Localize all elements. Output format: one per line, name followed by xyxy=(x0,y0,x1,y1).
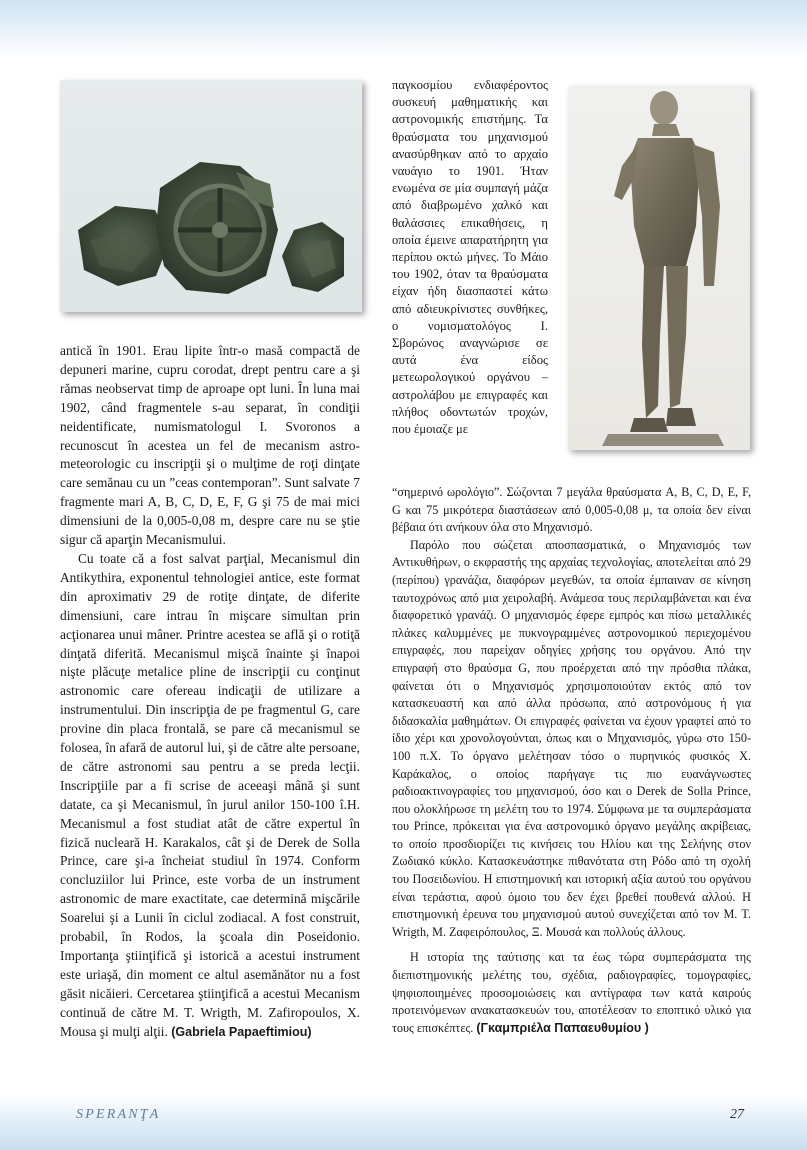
greek-narrow-paragraph: παγκοσμίου ενδιαφέροντος συσκευή μαθηματικής και αστρονομικής επιστήμης. Τα θραύσματα του μηχανισμού ανασύρθηκαν από το αρχαίο ναυάγιο το 1901. Ήταν ενωμένα σε μία συμπαγή μάζα από διαβρωμένο χαλκό και θαλάσσιες επικαθήσεις, η οποία έμεινε απαρατήρητη για περίπου οκτώ μήνες. Το Μάιο του 1902, όταν τα θραύσματα είχαν ήδη διασπαστεί κάτω από αδιευκρίνιστες συνθήκες, ο νομισματολόγος Ι. Σβορώνος αναγνώρισε σε αυτά ένα είδος μετεωρολογικού οργάνου –αστρολάβου με επιγραφές και πλήθος οδοντωτών τροχών, που έμοιαζε με xyxy=(392,78,548,437)
romanian-paragraph-2 xyxy=(60,550,360,1042)
greek-narrow-column xyxy=(392,77,548,438)
greek-paragraph-1: “σημερινό ωρολόγιο”. Σώζονται 7 μεγάλα θραύσματα A, B, C, D, E, F, G και 75 μικρότερα διαστάσεων από 0,005-0,08 μ, τα οποία δεν είναι βέβαια ότι ανήκουν όλα στο Μηχανισμό. xyxy=(392,485,751,535)
page-number: 27 xyxy=(730,1107,744,1122)
footer-band xyxy=(0,1096,807,1150)
greek-paragraph-3-text: Η ιστορία της ταύτισης και τα έως τώρα συμπεράσματα της διεπιστημονικής μελέτης του, σχέδια, ραδιογραφίες, τομογραφίες, ψηφιοποιημένες προσομοιώσεις και αντίγραφα των κατά καιρούς προτεινόμενων ανακατασκευών του, αποτέλεσαν το εποπτικό υλικό για τους επισκέπτες. xyxy=(392,950,751,1035)
greek-author-signature: (Γκαμπριέλα Παπαευθυμίου ) xyxy=(476,1020,649,1035)
mechanism-fragments-illustration xyxy=(60,80,362,312)
header-band xyxy=(0,0,807,58)
greek-paragraph-3 xyxy=(392,949,751,1037)
greek-article-column xyxy=(392,484,751,1037)
romanian-article-column xyxy=(60,342,360,1042)
bronze-statue-photo xyxy=(568,86,750,450)
statue-illustration xyxy=(568,86,750,450)
greek-paragraph-2: Παρόλο που σώζεται αποσπασματικά, ο Μηχανισμός των Αντικυθήρων, ο εκφραστής της αρχαίας τεχνολογίας, αποτελείται από 29 (περίπου) γρανάζια, διαφόρων μεγεθών, τα οποία έμπαιναν σε κίνηση ταυτοχρόνως από μια χειρολαβή. Ανάμεσα τους περιλαμβάνεται και ένα διαφορετικό γρανάζι. Ο μηχανισμός έφερε εμπρός και πίσω μεταλλικές πλάκες καλυμμένες με πυκνογραμμένες αστρονομικού περιεχομένου επιγραφές, που παρείχαν οδηγίες χρήσης του οργάνου. Από την επιγραφή στο θραύσμα G, που προέρχεται από την πρόσθια πλάκα, φαίνεται ότι ο Μηχανισμός χρησιμοποιούταν εκτός από τον κατασκευαστή και από άλλα πρόσωπα, από αστρονόμους ή για διδασκαλία μαθημάτων. Οι επιγραφές φαίνεται να έχουν γραφτεί από το ίδιο χέρι και χρονολογούνται, όπως και ο Μηχανισμός, γύρω στο 150-100 π.Χ. Το όργανο μελέτησαν τόσο ο πυρηνικός φυσικός Χ. Καράκαλος, ο οποίος παρήγαγε τις πιο ευανάγνωστες ραδιοακτινογραφίες του μηχανισμού, όσο και ο Derek de Solla Prince, που ολοκλήρωσε τη μελέτη του το 1974. Σύμφωνα με τα συμπεράσματα του Prince, πρόκειται για ένα αστρονομικό όργανο μεγάλης ακρίβειας, το οποίο προσδιορίζει τις κινήσεις του Ηλίου και της Σελήνης στον Ζωδιακό κύκλο. Κατασκευάστηκε πιθανότατα στη Ρόδο από τη σχολή του Ποσειδωνίου. Η επιστημονική και ιστορική αξία αυτού του οργάνου είναι τεράστια, αφού όμοιο του δεν έχει βρεθεί πουθενά αλλού. Η επιστημονική έρευνα του μηχανισμού αυτού συνεχίζεται από τον M. T. Wrigth, Μ. Ζαφειρόπουλος, Ξ. Μουσά και πολλούς άλλους. xyxy=(392,537,751,939)
romanian-author-signature: (Gabriela Papaeftimiou) xyxy=(171,1024,312,1039)
romanian-paragraph-2-text: Cu toate că a fost salvat parţial, Mecanismul din Antikythira, exponentul tehnologiei antice, este format din aproximativ 29 de rotiţe dinţate, de diferite dimensiuni, care intrau în mişcare simultan prin acţionarea unui mâner. Printre acestea se află şi o rotiţă dinţată diferită. Mecanismul mişcă înainte şi înapoi nişte plăcuţe metalice pline de inscripţii cu conţinut astronomic care ofereau indicaţii de utilizare a instrumentului. Din inscripţia de pe fragmentul G, care provine din placa frontală, se pare că mecanismul se folosea, în afară de autorul lui, şi de către alte persoane, de către astronomi sau pentru a se preda lecţii. Inscripţiile par a fi scrise de aceeaşi mână şi sunt datate, ca şi Mecanismul, în jurul anilor 150-100 î.H. Mecanismul a fost studiat atât de către expertul în fizică nucleară H. Karakalos, cât şi de Derek de Solla Prince, care şi-a încheiat studiul în 1974. Conform concluziilor lui Prince, este vorba de un instrument astronomic de mare exactitate, cae determină mişcările Soarelui şi a Lunii în ciclul zodiacal. A fost construit, probabil, în Rodos, la şcoala din Poseidonio. Importanţa ştiinţifică şi istorică a acestui instrument este uriaşă, din moment ce altul asemănător nu a fost găsit nicăieri. Cercetarea ştiinţifică a acestui Mecanism continuă de către M. T. Wrigth, M. Zafiropoulos, X. Mousa şi mulţi alţii. xyxy=(60,550,360,1039)
romanian-paragraph-1: antică în 1901. Erau lipite într-o masă compactă de depuneri marine, cupru corodat, drept pentru care a şi rămas neobservat timp de aproape opt luni. În luna mai 1902, când fragmentele s-au separat, în condiţii neidentificate, numismatologul I. Svoronos a recunoscut în acestea un fel de mecanism astro-meteorologic cu inscripţii şi o mulţime de roţi dinţate care semănau cu un ”ceas contemporan”. Sunt salvate 7 fragmente mari A, B, C, D, E, F, G şi 75 de mai mici dimensiuni de la 0,005-0,08 m, despre care nu se ştie sigur că aparţin Mecanismului. xyxy=(60,343,360,548)
magazine-name: SPERANŢA xyxy=(76,1107,161,1122)
antikythera-mechanism-photo xyxy=(60,80,362,312)
